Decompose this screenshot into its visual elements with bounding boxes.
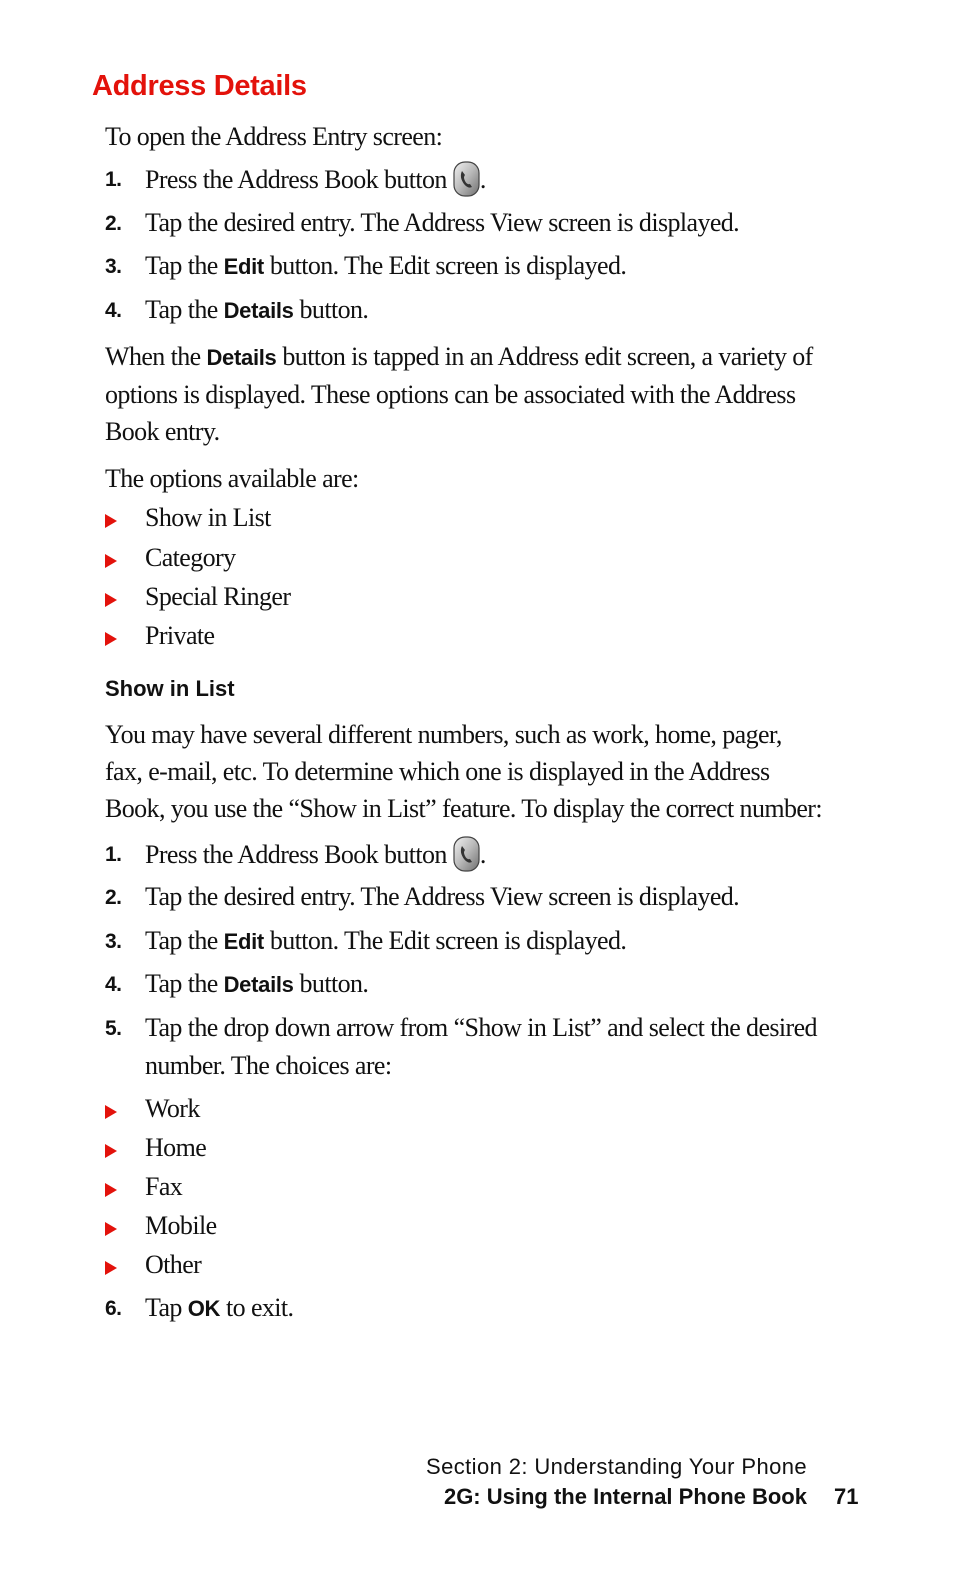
list-item bbox=[105, 1248, 201, 1282]
show-in-list-paragraph: You may have several different numbers, such as work, home, pager, fax, e-mail, etc. To determine which one is displayed in the Address Book, you use the “Show in List” feature. To display the correct number: bbox=[105, 720, 822, 823]
footer-chapter: 2G: Using the Internal Phone Book bbox=[443, 1484, 807, 1509]
step-b3 bbox=[105, 922, 825, 961]
step-text: Tap the bbox=[145, 969, 224, 998]
details-label: Details bbox=[206, 345, 277, 370]
step-a3 bbox=[105, 247, 825, 286]
step-b5 bbox=[105, 1009, 825, 1085]
bullet-arrow-icon bbox=[105, 1222, 117, 1236]
details-label: Details bbox=[223, 972, 294, 997]
step-b1 bbox=[105, 835, 825, 874]
bullet-arrow-icon bbox=[105, 554, 117, 568]
step-number: 6. bbox=[105, 1297, 122, 1320]
address-book-button-icon bbox=[453, 160, 480, 198]
step-b6 bbox=[105, 1289, 825, 1328]
page-number: 71 bbox=[834, 1484, 859, 1509]
step-text-end: button. bbox=[293, 969, 369, 998]
step-number: 4. bbox=[105, 299, 122, 322]
step-text-end: . bbox=[479, 165, 486, 194]
step-text: Press the Address Book button bbox=[145, 840, 447, 869]
step-text: Tap the bbox=[145, 926, 224, 955]
step-text-end: to exit. bbox=[220, 1293, 294, 1322]
step-number: 2. bbox=[105, 886, 122, 909]
intro-text: To open the Address Entry screen: bbox=[105, 122, 443, 151]
options-intro: The options available are: bbox=[105, 464, 359, 493]
step-text-end: button. bbox=[293, 295, 369, 324]
details-paragraph bbox=[105, 338, 825, 450]
list-item-text: Special Ringer bbox=[145, 582, 291, 611]
step-a4 bbox=[105, 291, 825, 330]
bullet-arrow-icon bbox=[105, 1105, 117, 1119]
list-item bbox=[105, 1209, 217, 1243]
address-book-button-icon bbox=[453, 835, 480, 873]
step-text: Tap bbox=[145, 1293, 188, 1322]
list-item bbox=[105, 1131, 206, 1165]
step-b2 bbox=[105, 878, 825, 916]
list-item-text: Private bbox=[145, 621, 215, 650]
bullet-arrow-icon bbox=[105, 1183, 117, 1197]
edit-label: Edit bbox=[223, 929, 264, 954]
step-number: 1. bbox=[105, 168, 122, 191]
step-number: 5. bbox=[105, 1017, 122, 1040]
list-item-text: Other bbox=[145, 1250, 202, 1279]
step-number: 3. bbox=[105, 930, 122, 953]
step-number: 2. bbox=[105, 212, 122, 235]
step-number: 3. bbox=[105, 255, 122, 278]
ok-label: OK bbox=[187, 1296, 221, 1321]
list-item bbox=[105, 541, 236, 575]
step-text-end: button. The Edit screen is displayed. bbox=[263, 926, 627, 955]
step-text: Tap the desired entry. The Address View screen is displayed. bbox=[145, 882, 740, 911]
paragraph-text-end: button is tapped in an Address edit screen, a variety of options is displayed. These options can be associated with the Address Book entry. bbox=[105, 342, 813, 446]
list-item-text: Show in List bbox=[145, 503, 271, 532]
step-text: Tap the drop down arrow from “Show in List” and select the desired number. The choices are: bbox=[145, 1013, 817, 1080]
step-number: 4. bbox=[105, 973, 122, 996]
page-title: Address Details bbox=[92, 70, 307, 102]
bullet-arrow-icon bbox=[105, 632, 117, 646]
details-label: Details bbox=[223, 298, 294, 323]
step-text: Tap the bbox=[145, 295, 224, 324]
list-item-text: Home bbox=[145, 1133, 207, 1162]
footer-section: Section 2: Understanding Your Phone bbox=[426, 1454, 807, 1479]
list-item-text: Fax bbox=[145, 1172, 183, 1201]
list-item bbox=[105, 619, 214, 653]
list-item bbox=[105, 1170, 182, 1204]
step-text: Tap the bbox=[145, 251, 224, 280]
bullet-arrow-icon bbox=[105, 1144, 117, 1158]
list-item-text: Category bbox=[145, 543, 236, 572]
list-item-text: Work bbox=[145, 1094, 200, 1123]
bullet-arrow-icon bbox=[105, 593, 117, 607]
bullet-arrow-icon bbox=[105, 514, 117, 528]
step-text: Press the Address Book button bbox=[145, 165, 447, 194]
paragraph-text: When the bbox=[105, 342, 207, 371]
list-item-text: Mobile bbox=[145, 1211, 217, 1240]
step-text: Tap the desired entry. The Address View screen is displayed. bbox=[145, 208, 740, 237]
list-item bbox=[105, 1092, 200, 1126]
step-text-end: . bbox=[479, 840, 486, 869]
step-b4 bbox=[105, 965, 825, 1004]
step-a1 bbox=[105, 160, 825, 199]
list-item bbox=[105, 580, 290, 614]
edit-label: Edit bbox=[223, 254, 264, 279]
bullet-arrow-icon bbox=[105, 1261, 117, 1275]
section-subheading: Show in List bbox=[105, 676, 235, 701]
step-a2 bbox=[105, 204, 825, 242]
step-text-end: button. The Edit screen is displayed. bbox=[263, 251, 627, 280]
step-number: 1. bbox=[105, 843, 122, 866]
list-item bbox=[105, 501, 271, 535]
